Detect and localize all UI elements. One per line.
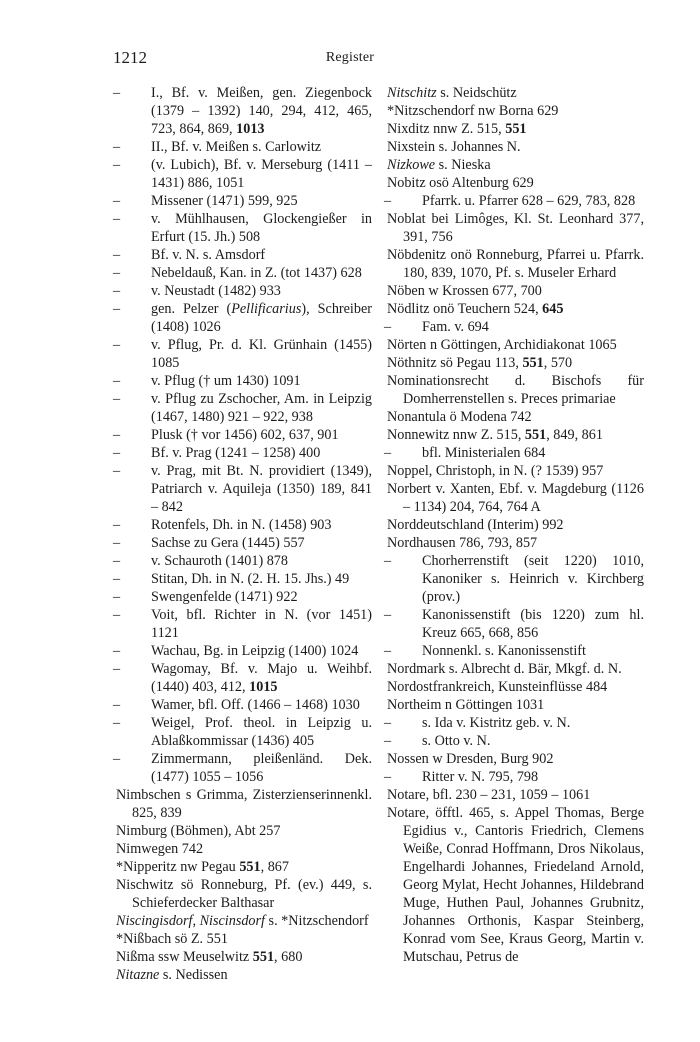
index-subentry: – Plusk († vor 1456) 602, 637, 901 [116, 426, 372, 444]
index-subentry: – v. Pflug († um 1430) 1091 [116, 372, 372, 390]
index-entry: Nöben w Krossen 677, 700 [387, 283, 542, 299]
index-subentry: – v. Pflug zu Zschocher, Am. in Leipzig (1467, 1480) 921 – 922, 938 [116, 390, 372, 426]
index-entry: *Nitzschendorf nw Borna 629 [387, 103, 559, 119]
index-entry: Nöthnitz sö Pegau 113, 551, 570 [387, 355, 573, 371]
index-entry: Notare, bfl. 230 – 231, 1059 – 1061 [387, 787, 591, 803]
index-subentry: – Bf. v. Prag (1241 – 1258) 400 [116, 444, 372, 462]
right-column [387, 84, 644, 966]
index-subentry: – v. Mühlhausen, Glockengießer in Erfurt (15. Jh.) 508 [116, 210, 372, 246]
index-entry: Nitschitz s. Neidschütz [387, 85, 517, 101]
index-subentry: – Bf. v. N. s. Amsdorf [116, 246, 372, 264]
index-subentry: – Nonnenkl. s. Kanonissenstift [387, 642, 644, 660]
index-subentry: – Fam. v. 694 [387, 318, 644, 336]
index-subentry: – Missener (1471) 599, 925 [116, 192, 372, 210]
index-subentry: – Wagomay, Bf. v. Majo u. Weihbf. (1440) 403, 412, 1015 [116, 660, 372, 696]
index-entry: Noblat bei Limôges, Kl. St. Leonhard 377, 391, 756 [387, 211, 644, 245]
page-number: 1212 [113, 48, 147, 67]
index-subentry: – v. Prag, mit Bt. N. providiert (1349), Patriarch v. Aquileja (1350) 189, 841 – 842 [116, 462, 372, 516]
index-subentry: – v. Neustadt (1482) 933 [116, 282, 372, 300]
index-entry: *Nipperitz nw Pegau 551, 867 [116, 859, 289, 875]
index-subentry: – Chorherrenstift (seit 1220) 1010, Kanoniker s. Heinrich v. Kirchberg (prov.) [387, 552, 644, 606]
index-subentry: – Ritter v. N. 795, 798 [387, 768, 644, 786]
index-subentry: – Wamer, bfl. Off. (1466 – 1468) 1030 [116, 696, 372, 714]
index-subentry: – Nebeldauß, Kan. in Z. (tot 1437) 628 [116, 264, 372, 282]
index-subentry: – Rotenfels, Dh. in N. (1458) 903 [116, 516, 372, 534]
index-subentry: – Sachse zu Gera (1445) 557 [116, 534, 372, 552]
index-subentry: – s. Otto v. N. [387, 732, 644, 750]
index-entry: Niscingisdorf, Niscinsdorf s. *Nitzschendorf [116, 913, 369, 929]
index-entry: Norbert v. Xanten, Ebf. v. Magdeburg (1126 – 1134) 204, 764, 764 A [387, 481, 644, 515]
index-subentry: – Weigel, Prof. theol. in Leipzig u. Ablaßkommissar (1436) 405 [116, 714, 372, 750]
index-subentry: – v. Schauroth (1401) 878 [116, 552, 372, 570]
index-entry: Notare, öfftl. 465, s. Appel Thomas, Berge Egidius v., Cantoris Friedrich, Clemens Weiße, Conrad Hoffmann, Dros Nikolaus, Engelhardi Johannes, Friedeland Arnold, Georg Mylat, Hecht Johannes, Hildebrand Muge, Huthen Paul, Johannes Grubnitz, Johannes Orthonis, Kaspar Steinberg, Konrad vom See, Kraus Georg, Martin v. Mutschau, Petrus de [387, 805, 644, 965]
index-entry: *Nißbach sö Z. 551 [116, 931, 228, 947]
index-subentry: – bfl. Ministerialen 684 [387, 444, 644, 462]
index-entry: Nörten n Göttingen, Archidiakonat 1065 [387, 337, 617, 353]
index-entry: Nominationsrecht d. Bischofs für Domherrenstellen s. Preces primariae [387, 373, 644, 407]
index-subentry: – I., Bf. v. Meißen, gen. Ziegenbock (1379 – 1392) 140, 294, 412, 465, 723, 864, 869, 1013 [116, 84, 372, 138]
index-entry: Nobitz osö Altenburg 629 [387, 175, 534, 191]
index-subentry: – Kanonissenstift (bis 1220) zum hl. Kreuz 665, 668, 856 [387, 606, 644, 642]
index-entry: Nonnewitz nnw Z. 515, 551, 849, 861 [387, 427, 603, 443]
index-subentry: – Stitan, Dh. in N. (2. H. 15. Jhs.) 49 [116, 570, 372, 588]
index-entry: Nixditz nnw Z. 515, 551 [387, 121, 527, 137]
index-entry: Nimwegen 742 [116, 841, 204, 857]
index-entry: Norddeutschland (Interim) 992 [387, 517, 564, 533]
index-subentry: – Pfarrk. u. Pfarrer 628 – 629, 783, 828 [387, 192, 644, 210]
index-subentry: – v. Pflug, Pr. d. Kl. Grünhain (1455) 1085 [116, 336, 372, 372]
running-title: Register [325, 50, 375, 65]
index-subentry: – Zimmermann, pleißenländ. Dek. (1477) 1055 – 1056 [116, 750, 372, 786]
index-subentry: – Wachau, Bg. in Leipzig (1400) 1024 [116, 642, 372, 660]
index-subentry: – (v. Lubich), Bf. v. Merseburg (1411 – 1431) 886, 1051 [116, 156, 372, 192]
index-entry: Nimburg (Böhmen), Abt 257 [116, 823, 281, 839]
index-entry: Nißma ssw Meuselwitz 551, 680 [116, 949, 303, 965]
index-entry: Nordmark s. Albrecht d. Bär, Mkgf. d. N. [387, 661, 622, 677]
index-entry: Nixstein s. Johannes N. [387, 139, 521, 155]
index-entry: Nordhausen 786, 793, 857 [387, 535, 538, 551]
index-entry: Nitazne s. Nedissen [116, 967, 228, 983]
index-subentry: – II., Bf. v. Meißen s. Carlowitz [116, 138, 372, 156]
index-entry: Nischwitz sö Ronneburg, Pf. (ev.) 449, s. Schieferdecker Balthasar [116, 877, 372, 911]
index-subentry: – Voit, bfl. Richter in N. (vor 1451) 1121 [116, 606, 372, 642]
left-column [116, 84, 372, 984]
index-entry: Nossen w Dresden, Burg 902 [387, 751, 554, 767]
index-entry: Nonantula ö Modena 742 [387, 409, 532, 425]
index-subentry: – s. Ida v. Kistritz geb. v. N. [387, 714, 644, 732]
index-entry: Nimbschen s Grimma, Zisterzienserinnenkl. 825, 839 [116, 787, 372, 821]
index-subentry: – Swengenfelde (1471) 922 [116, 588, 372, 606]
index-entry: Northeim n Göttingen 1031 [387, 697, 545, 713]
index-entry: Nizkowe s. Nieska [387, 157, 491, 173]
index-entry: Noppel, Christoph, in N. (? 1539) 957 [387, 463, 604, 479]
index-entry: Nordostfrankreich, Kunsteinflüsse 484 [387, 679, 608, 695]
page-header [0, 48, 700, 70]
index-entry: Nödlitz onö Teuchern 524, 645 [387, 301, 564, 317]
index-entry: Nöbdenitz onö Ronneburg, Pfarrei u. Pfarrk. 180, 839, 1070, Pf. s. Museler Erhard [387, 247, 644, 281]
index-subentry: – gen. Pelzer (Pellificarius), Schreiber (1408) 1026 [116, 300, 372, 336]
